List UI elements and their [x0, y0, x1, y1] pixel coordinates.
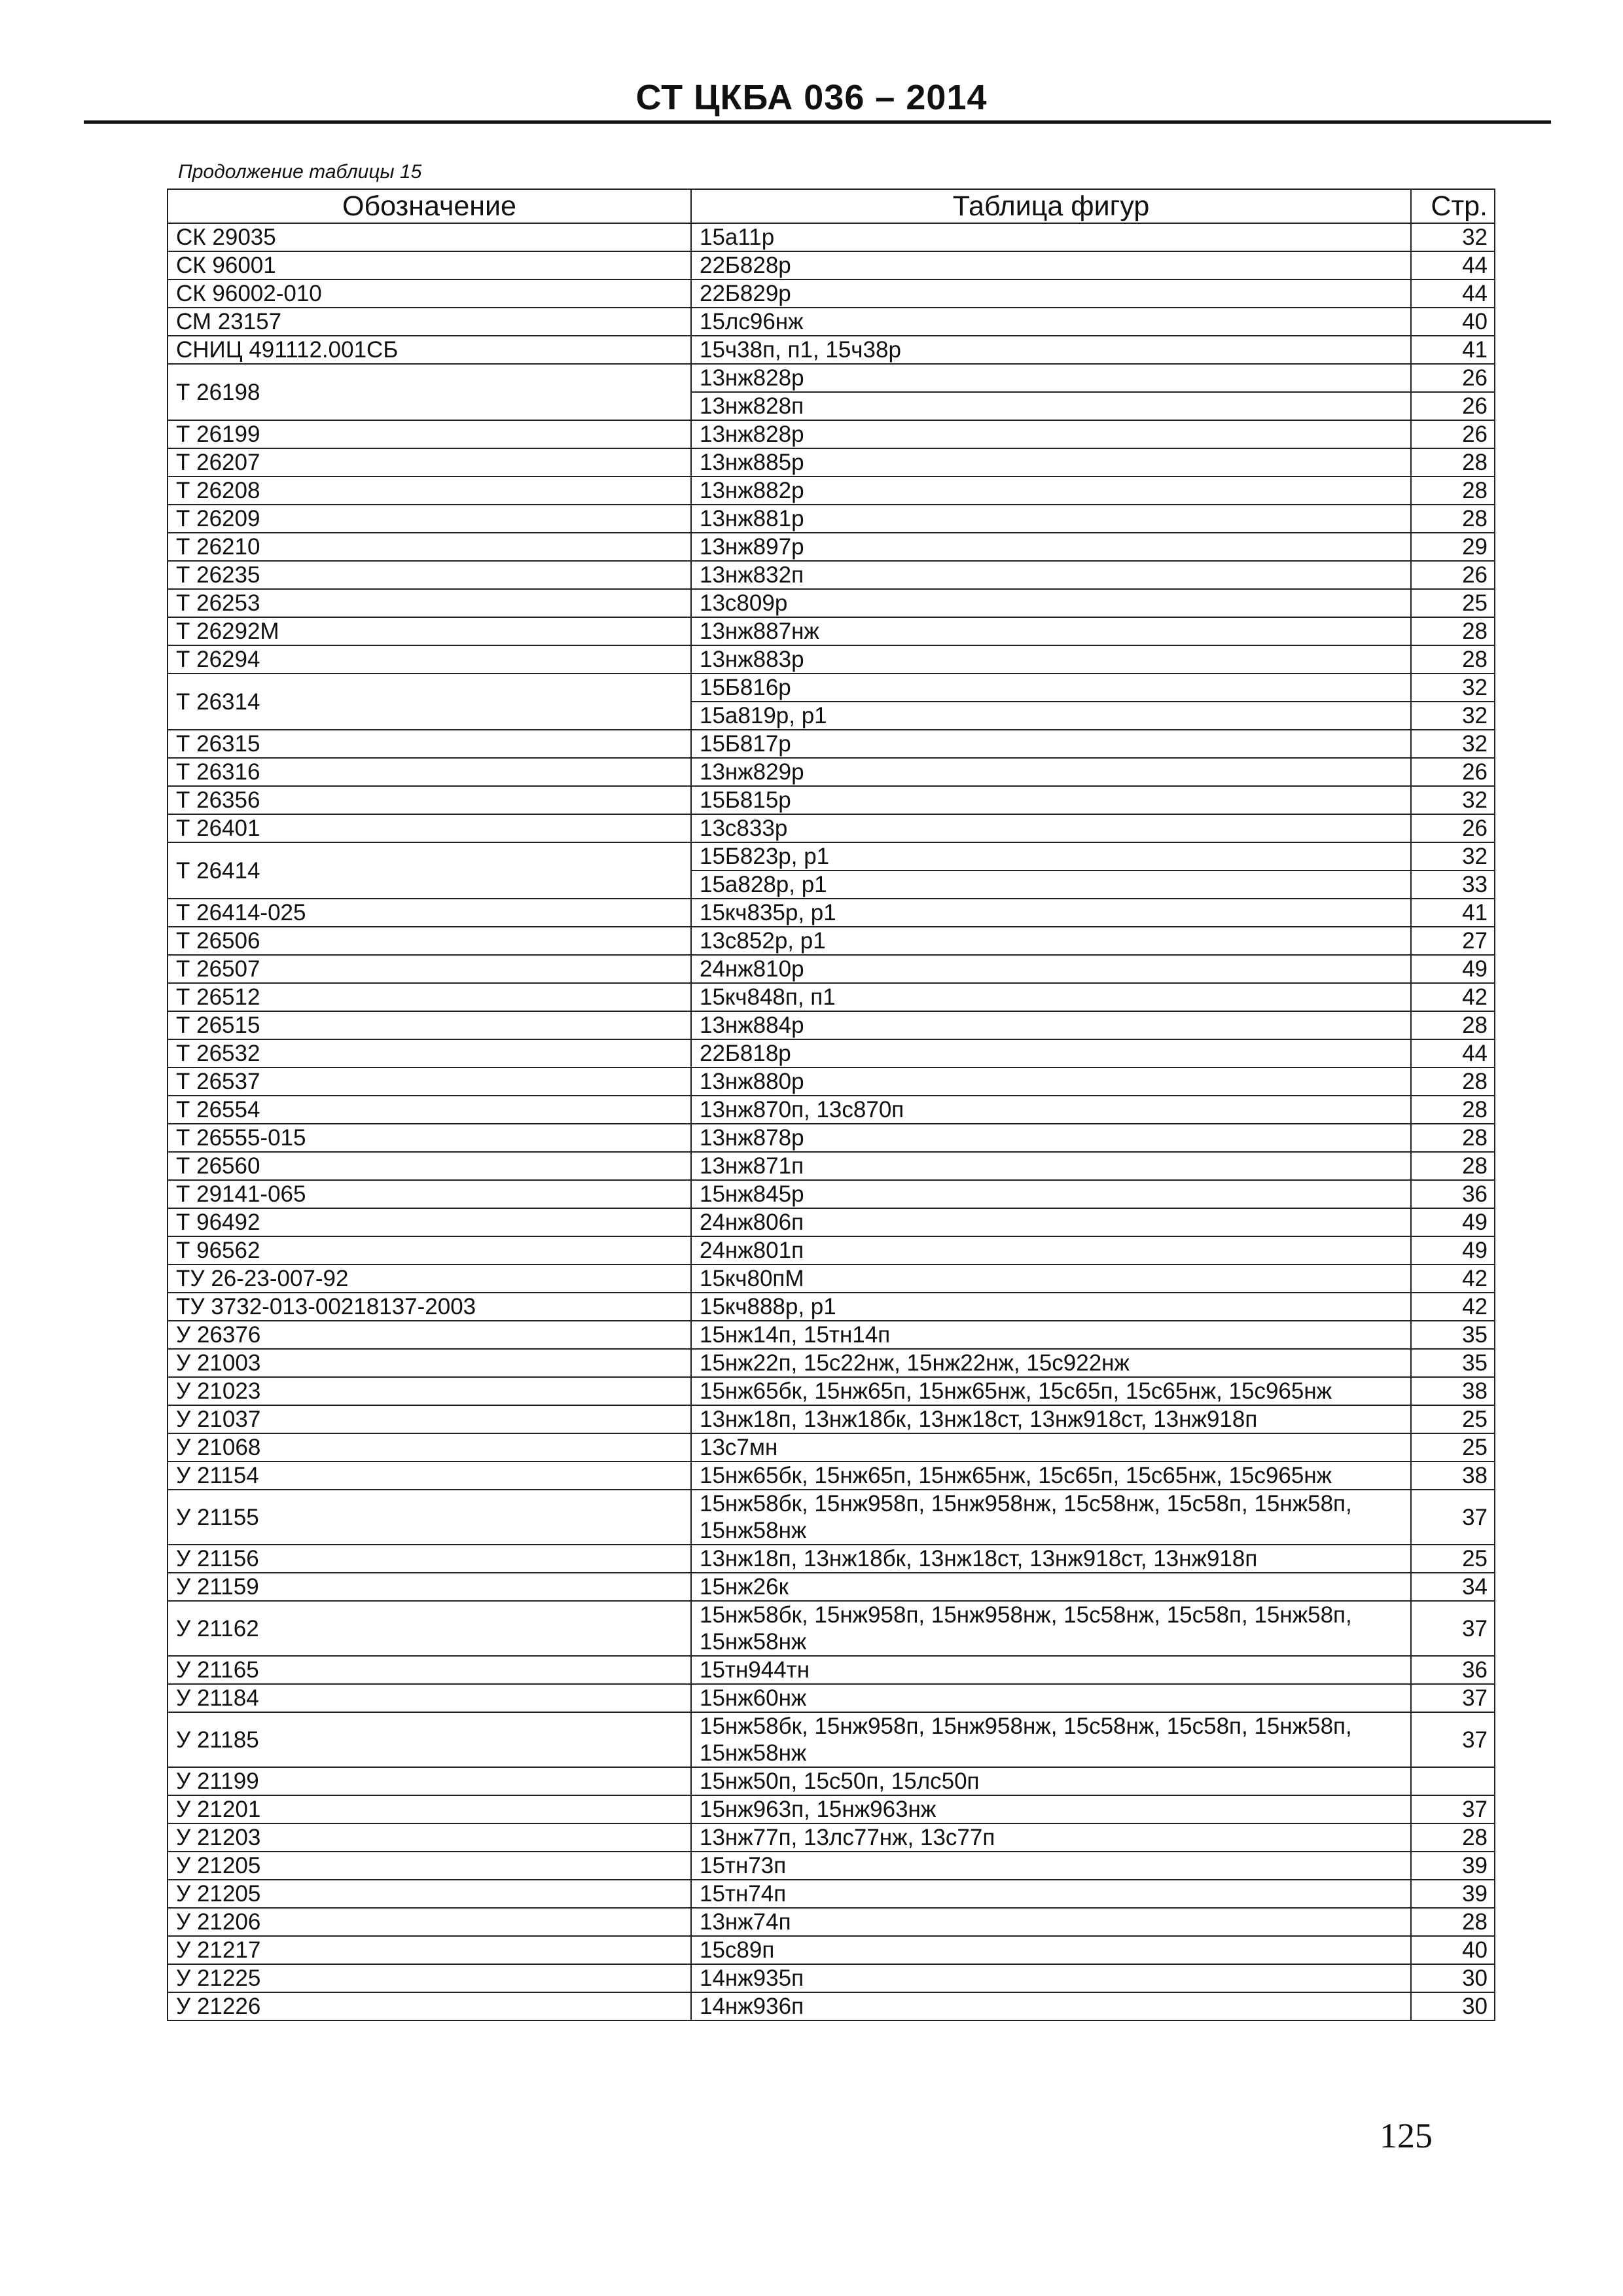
designation-cell: У 26376 [168, 1321, 691, 1349]
table-row [168, 1067, 1495, 1096]
designation-cell: У 21205 [168, 1880, 691, 1908]
designation-cell: У 21226 [168, 1992, 691, 2020]
table-row [168, 730, 1495, 758]
page-cell: 32 [1411, 786, 1495, 814]
designation-cell: Т 26208 [168, 476, 691, 505]
figures-cell: 15тн74п [691, 1880, 1411, 1908]
table-row [168, 1656, 1495, 1684]
table-row [168, 561, 1495, 589]
figures-cell: 13с809р [691, 589, 1411, 617]
table-row [168, 1236, 1495, 1265]
page-cell: 42 [1411, 1265, 1495, 1293]
figures-cell: 15нж58бк, 15нж958п, 15нж958нж, 15с58нж, 15с58п, 15нж58п, 15нж58нж [691, 1490, 1411, 1545]
figures-cell: 15нж14п, 15тн14п [691, 1321, 1411, 1349]
figures-cell: 15нж963п, 15нж963нж [691, 1795, 1411, 1823]
figures-cell: 13нж18п, 13нж18бк, 13нж18ст, 13нж918ст, 13нж918п [691, 1405, 1411, 1433]
table-row [168, 476, 1495, 505]
page-cell: 40 [1411, 1936, 1495, 1964]
designation-cell: У 21165 [168, 1656, 691, 1684]
page-cell: 28 [1411, 617, 1495, 645]
designation-cell: У 21159 [168, 1573, 691, 1601]
page-cell: 42 [1411, 983, 1495, 1011]
page-cell: 28 [1411, 1124, 1495, 1152]
figures-cell: 15а819р, р1 [691, 702, 1411, 730]
designation-cell: У 21155 [168, 1490, 691, 1545]
table-row [168, 1377, 1495, 1405]
figures-cell: 15кч888р, р1 [691, 1293, 1411, 1321]
page-cell: 27 [1411, 927, 1495, 955]
designation-cell: Т 26532 [168, 1039, 691, 1067]
page-cell: 28 [1411, 1823, 1495, 1852]
page-cell: 28 [1411, 1011, 1495, 1039]
table-row [168, 279, 1495, 308]
column-header-page: Стр. [1411, 189, 1495, 223]
table-row [168, 1601, 1495, 1656]
table-row [168, 420, 1495, 448]
designation-cell: Т 26414-025 [168, 899, 691, 927]
designation-cell: У 21154 [168, 1462, 691, 1490]
table-row [168, 617, 1495, 645]
table-body [168, 223, 1495, 2020]
figures-cell: 15лс96нж [691, 308, 1411, 336]
designation-cell: Т 26292М [168, 617, 691, 645]
figures-cell: 13нж829р [691, 758, 1411, 786]
table-row [168, 1684, 1495, 1712]
designation-cell: Т 26253 [168, 589, 691, 617]
page-cell: 25 [1411, 1405, 1495, 1433]
designation-cell: СК 96002-010 [168, 279, 691, 308]
page-cell: 30 [1411, 1992, 1495, 2020]
figures-table-container [167, 188, 1494, 2021]
page-cell: 35 [1411, 1349, 1495, 1377]
page-cell: 26 [1411, 392, 1495, 420]
figures-cell: 15тн944тн [691, 1656, 1411, 1684]
table-row [168, 1293, 1495, 1321]
page-cell: 28 [1411, 1096, 1495, 1124]
table-row [168, 1545, 1495, 1573]
document-title: СТ ЦКБА 036 – 2014 [635, 78, 988, 117]
page-cell: 38 [1411, 1377, 1495, 1405]
designation-cell: Т 26356 [168, 786, 691, 814]
page-cell: 37 [1411, 1712, 1495, 1767]
designation-cell: Т 26294 [168, 645, 691, 673]
figures-cell: 15кч835р, р1 [691, 899, 1411, 927]
figures-cell: 15нж65бк, 15нж65п, 15нж65нж, 15с65п, 15с65нж, 15с965нж [691, 1462, 1411, 1490]
table-row [168, 1936, 1495, 1964]
table-row [168, 899, 1495, 927]
figures-cell: 13нж74п [691, 1908, 1411, 1936]
figures-table [167, 188, 1495, 2021]
page-cell: 37 [1411, 1601, 1495, 1656]
table-row [168, 1208, 1495, 1236]
figures-cell: 13нж828р [691, 364, 1411, 392]
designation-cell: У 21203 [168, 1823, 691, 1852]
designation-cell: СК 29035 [168, 223, 691, 251]
table-row [168, 1767, 1495, 1795]
figures-cell: 15нж22п, 15с22нж, 15нж22нж, 15с922нж [691, 1349, 1411, 1377]
table-row [168, 645, 1495, 673]
table-row [168, 448, 1495, 476]
page-cell: 44 [1411, 1039, 1495, 1067]
figures-cell: 15с89п [691, 1936, 1411, 1964]
figures-cell: 15нж65бк, 15нж65п, 15нж65нж, 15с65п, 15с65нж, 15с965нж [691, 1377, 1411, 1405]
table-row [168, 1321, 1495, 1349]
figures-cell: 15нж58бк, 15нж958п, 15нж958нж, 15с58нж, 15с58п, 15нж58п, 15нж58нж [691, 1712, 1411, 1767]
figures-cell: 15нж60нж [691, 1684, 1411, 1712]
figures-cell: 15ч38п, п1, 15ч38р [691, 336, 1411, 364]
designation-cell: Т 26315 [168, 730, 691, 758]
table-row [168, 814, 1495, 842]
page-cell: 32 [1411, 842, 1495, 870]
figures-cell: 13нж883р [691, 645, 1411, 673]
figures-cell: 13с7мн [691, 1433, 1411, 1462]
designation-cell: Т 29141-065 [168, 1180, 691, 1208]
table-row [168, 1964, 1495, 1992]
page-cell: 44 [1411, 279, 1495, 308]
table-row [168, 1490, 1495, 1545]
page-cell: 28 [1411, 1152, 1495, 1180]
figures-cell: 13нж897р [691, 533, 1411, 561]
page-cell [1411, 1767, 1495, 1795]
figures-cell: 13нж878р [691, 1124, 1411, 1152]
table-row [168, 1152, 1495, 1180]
figures-cell: 15Б815р [691, 786, 1411, 814]
figures-cell: 13нж18п, 13нж18бк, 13нж18ст, 13нж918ст, 13нж918п [691, 1545, 1411, 1573]
designation-cell: Т 26401 [168, 814, 691, 842]
designation-cell: У 21217 [168, 1936, 691, 1964]
page-cell: 26 [1411, 364, 1495, 392]
page-cell: 36 [1411, 1180, 1495, 1208]
table-row [168, 1039, 1495, 1067]
page-cell: 35 [1411, 1321, 1495, 1349]
designation-cell: Т 26554 [168, 1096, 691, 1124]
designation-cell: ТУ 26-23-007-92 [168, 1265, 691, 1293]
designation-cell: Т 96492 [168, 1208, 691, 1236]
table-caption: Продолжение таблицы 15 [178, 161, 422, 183]
figures-cell: 13нж828п [691, 392, 1411, 420]
page-cell: 36 [1411, 1656, 1495, 1684]
figures-cell: 22Б818р [691, 1039, 1411, 1067]
page-cell: 39 [1411, 1880, 1495, 1908]
table-row [168, 336, 1495, 364]
figures-cell: 15нж50п, 15с50п, 15лс50п [691, 1767, 1411, 1795]
page-cell: 37 [1411, 1490, 1495, 1545]
table-row [168, 673, 1495, 702]
designation-cell: У 21201 [168, 1795, 691, 1823]
page-cell: 29 [1411, 533, 1495, 561]
figures-cell: 13нж828р [691, 420, 1411, 448]
designation-cell: Т 26235 [168, 561, 691, 589]
figures-cell: 13с852р, р1 [691, 927, 1411, 955]
figures-cell: 24нж801п [691, 1236, 1411, 1265]
figures-cell: 13с833р [691, 814, 1411, 842]
page-cell: 32 [1411, 223, 1495, 251]
table-row [168, 1096, 1495, 1124]
table-row [168, 1180, 1495, 1208]
table-row [168, 1405, 1495, 1433]
designation-cell: У 21205 [168, 1852, 691, 1880]
designation-cell: СМ 23157 [168, 308, 691, 336]
column-header-figures: Таблица фигур [691, 189, 1411, 223]
figures-cell: 13нж832п [691, 561, 1411, 589]
designation-cell: Т 26560 [168, 1152, 691, 1180]
designation-cell: У 21206 [168, 1908, 691, 1936]
page-cell: 44 [1411, 251, 1495, 279]
page-cell: 49 [1411, 1236, 1495, 1265]
table-row [168, 1462, 1495, 1490]
figures-cell: 14нж935п [691, 1964, 1411, 1992]
page-cell: 28 [1411, 505, 1495, 533]
designation-cell: У 21156 [168, 1545, 691, 1573]
figures-cell: 13нж882р [691, 476, 1411, 505]
table-row [168, 1823, 1495, 1852]
page-cell: 49 [1411, 1208, 1495, 1236]
figures-cell: 13нж884р [691, 1011, 1411, 1039]
table-row [168, 308, 1495, 336]
table-row [168, 1712, 1495, 1767]
designation-cell: У 21003 [168, 1349, 691, 1377]
designation-cell: Т 26314 [168, 673, 691, 730]
designation-cell: Т 26512 [168, 983, 691, 1011]
page-cell: 37 [1411, 1684, 1495, 1712]
figures-cell: 15нж845р [691, 1180, 1411, 1208]
table-row [168, 1852, 1495, 1880]
page-cell: 26 [1411, 814, 1495, 842]
table-row [168, 589, 1495, 617]
designation-cell: СНИЦ 491112.001СБ [168, 336, 691, 364]
figures-cell: 15Б816р [691, 673, 1411, 702]
page-cell: 41 [1411, 336, 1495, 364]
designation-cell: Т 26210 [168, 533, 691, 561]
header-rule [84, 120, 1551, 124]
designation-cell: У 21037 [168, 1405, 691, 1433]
figures-cell: 24нж810р [691, 955, 1411, 983]
page-cell: 26 [1411, 561, 1495, 589]
table-row [168, 533, 1495, 561]
page-cell: 26 [1411, 420, 1495, 448]
figures-cell: 22Б828р [691, 251, 1411, 279]
figures-cell: 13нж887нж [691, 617, 1411, 645]
page-cell: 34 [1411, 1573, 1495, 1601]
table-row [168, 1908, 1495, 1936]
page-number: 125 [1380, 2116, 1433, 2155]
designation-cell: СК 96001 [168, 251, 691, 279]
page-cell: 40 [1411, 308, 1495, 336]
page-cell: 49 [1411, 955, 1495, 983]
figures-cell: 15нж26к [691, 1573, 1411, 1601]
page-cell: 28 [1411, 476, 1495, 505]
table-row [168, 955, 1495, 983]
table-row [168, 1265, 1495, 1293]
designation-cell: Т 26555-015 [168, 1124, 691, 1152]
designation-cell: Т 26207 [168, 448, 691, 476]
designation-cell: У 21185 [168, 1712, 691, 1767]
table-row [168, 758, 1495, 786]
table-row [168, 223, 1495, 251]
figures-cell: 15Б817р [691, 730, 1411, 758]
designation-cell: Т 26507 [168, 955, 691, 983]
table-row [168, 786, 1495, 814]
page-cell: 38 [1411, 1462, 1495, 1490]
figures-cell: 13нж881р [691, 505, 1411, 533]
table-row [168, 1573, 1495, 1601]
table-row [168, 927, 1495, 955]
table-row [168, 1795, 1495, 1823]
designation-cell: У 21184 [168, 1684, 691, 1712]
column-header-designation: Обозначение [168, 189, 691, 223]
table-row [168, 1992, 1495, 2020]
page-cell: 25 [1411, 1545, 1495, 1573]
table-row [168, 842, 1495, 870]
page-cell: 25 [1411, 1433, 1495, 1462]
figures-cell: 15тн73п [691, 1852, 1411, 1880]
designation-cell: У 21162 [168, 1601, 691, 1656]
designation-cell: Т 26506 [168, 927, 691, 955]
figures-cell: 15а11р [691, 223, 1411, 251]
designation-cell: Т 26198 [168, 364, 691, 420]
page-cell: 28 [1411, 1908, 1495, 1936]
designation-cell: У 21023 [168, 1377, 691, 1405]
designation-cell: У 21068 [168, 1433, 691, 1462]
figures-cell: 15кч848п, п1 [691, 983, 1411, 1011]
page-cell: 41 [1411, 899, 1495, 927]
page-cell: 28 [1411, 1067, 1495, 1096]
page-cell: 32 [1411, 730, 1495, 758]
figures-cell: 13нж880р [691, 1067, 1411, 1096]
table-row [168, 364, 1495, 392]
figures-cell: 13нж871п [691, 1152, 1411, 1180]
page-cell: 32 [1411, 673, 1495, 702]
designation-cell: Т 26515 [168, 1011, 691, 1039]
figures-cell: 13нж885р [691, 448, 1411, 476]
page-cell: 30 [1411, 1964, 1495, 1992]
page-cell: 39 [1411, 1852, 1495, 1880]
designation-cell: У 21199 [168, 1767, 691, 1795]
designation-cell: ТУ 3732-013-00218137-2003 [168, 1293, 691, 1321]
figures-cell: 24нж806п [691, 1208, 1411, 1236]
designation-cell: Т 26414 [168, 842, 691, 899]
page-cell: 32 [1411, 702, 1495, 730]
table-row [168, 1880, 1495, 1908]
page-cell: 33 [1411, 870, 1495, 899]
table-row [168, 983, 1495, 1011]
figures-cell: 22Б829р [691, 279, 1411, 308]
designation-cell: Т 26209 [168, 505, 691, 533]
table-row [168, 1124, 1495, 1152]
table-header-row [168, 189, 1495, 223]
figures-cell: 15Б823р, р1 [691, 842, 1411, 870]
table-row [168, 1433, 1495, 1462]
figures-cell: 14нж936п [691, 1992, 1411, 2020]
figures-cell: 15а828р, р1 [691, 870, 1411, 899]
designation-cell: Т 96562 [168, 1236, 691, 1265]
table-row [168, 251, 1495, 279]
page-cell: 26 [1411, 758, 1495, 786]
designation-cell: У 21225 [168, 1964, 691, 1992]
figures-cell: 13нж870п, 13с870п [691, 1096, 1411, 1124]
figures-cell: 13нж77п, 13лс77нж, 13с77п [691, 1823, 1411, 1852]
designation-cell: Т 26537 [168, 1067, 691, 1096]
page-cell: 25 [1411, 589, 1495, 617]
table-row [168, 1011, 1495, 1039]
designation-cell: Т 26316 [168, 758, 691, 786]
designation-cell: Т 26199 [168, 420, 691, 448]
figures-cell: 15нж58бк, 15нж958п, 15нж958нж, 15с58нж, 15с58п, 15нж58п, 15нж58нж [691, 1601, 1411, 1656]
page-cell: 42 [1411, 1293, 1495, 1321]
table-row [168, 505, 1495, 533]
page-cell: 37 [1411, 1795, 1495, 1823]
table-row [168, 1349, 1495, 1377]
figures-cell: 15кч80пМ [691, 1265, 1411, 1293]
page-cell: 28 [1411, 645, 1495, 673]
page-cell: 28 [1411, 448, 1495, 476]
